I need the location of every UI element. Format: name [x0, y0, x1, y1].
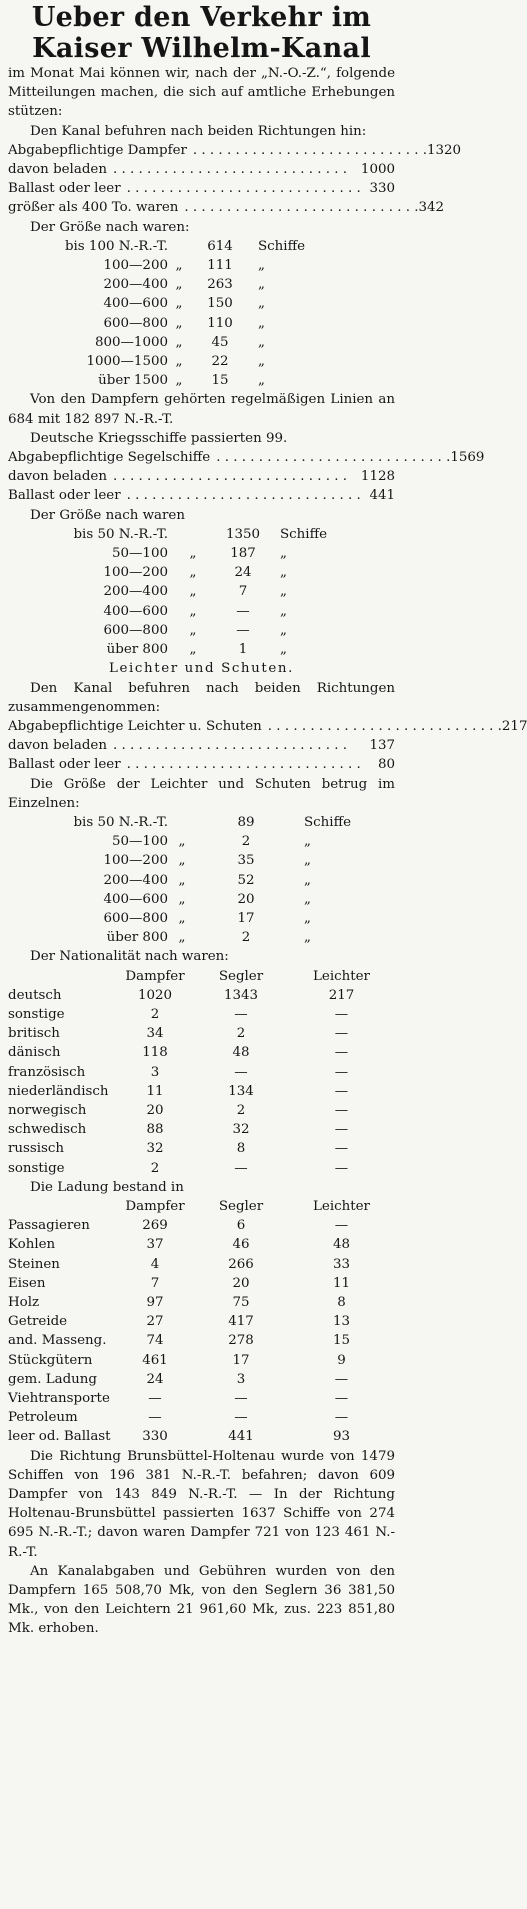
cell-value: —	[334, 1045, 349, 1061]
cell-value: 6	[236, 1218, 246, 1234]
size-range: 200—400	[103, 584, 168, 600]
unit-label: Schiffe	[258, 238, 306, 254]
sail-size-intro: Der Größe nach waren	[30, 507, 185, 523]
table-row	[8, 1139, 395, 1158]
ship-count: 1350	[225, 526, 261, 542]
cell-value: 75	[232, 1295, 250, 1310]
row-label: Petroleum	[8, 1410, 78, 1426]
cell-value: —	[334, 1160, 349, 1176]
table-row	[8, 1043, 395, 1062]
unit-label: Schiffe	[304, 814, 352, 830]
size-range: bis 50 N.-R.-T.	[73, 526, 168, 542]
summary-row	[8, 160, 395, 179]
unit-label: „	[304, 910, 311, 926]
row-label: Holz	[8, 1295, 40, 1310]
sail-summary	[8, 448, 485, 506]
size-row	[8, 871, 395, 890]
cell-value: —	[334, 1141, 349, 1157]
cell-value: —	[334, 1218, 349, 1234]
ditto-mark: „	[189, 622, 197, 638]
cell-value: —	[234, 1006, 248, 1022]
unit-label: „	[304, 834, 311, 850]
leader-dots: . . . . . . . . . . . . . . . . . . . . . . . . . . . .	[126, 757, 361, 773]
row-value: 441	[369, 488, 395, 504]
cell-value: —	[234, 1160, 248, 1176]
cell-value: —	[234, 1410, 248, 1426]
cell-value: 8	[337, 1295, 346, 1310]
size-range: 800—1000	[94, 334, 168, 350]
ship-count: 24	[234, 565, 252, 581]
unit-label: „	[258, 277, 265, 293]
cell-value: 118	[142, 1045, 168, 1061]
row-label: leer od. Ballast	[8, 1429, 111, 1445]
unit-label: „	[304, 872, 311, 888]
column-header: Dampfer	[125, 1198, 185, 1214]
ditto-mark: „	[178, 872, 186, 888]
ditto-mark: „	[178, 853, 186, 869]
cell-value: 9	[337, 1352, 346, 1368]
row-label: davon beladen	[8, 738, 107, 754]
ditto-mark	[168, 237, 190, 256]
cell-value: —	[334, 1083, 349, 1099]
row-label: Viehtransporte	[8, 1391, 110, 1407]
cell-value: —	[334, 1102, 349, 1118]
size-range: 600—800	[103, 622, 168, 638]
cell-value: 2	[236, 1026, 246, 1042]
table-row	[8, 1082, 395, 1101]
ditto-mark: „	[189, 642, 197, 658]
table-row	[8, 1216, 395, 1235]
size-row	[8, 582, 395, 601]
leader-dots: . . . . . . . . . . . . . . . . . . . . . . . . . . . .	[126, 181, 361, 197]
summary-row	[8, 448, 485, 467]
row-label: davon beladen	[8, 162, 107, 178]
row-label: Abgabepflichtige Leichter u. Schuten	[8, 718, 262, 734]
cell-value: 441	[228, 1429, 254, 1445]
ditto-mark: „	[178, 910, 186, 926]
ship-count: 187	[230, 546, 256, 562]
row-label: Eisen	[8, 1275, 46, 1291]
row-label: Abgabepflichtige Dampfer	[8, 142, 187, 158]
size-range: über 800	[106, 642, 168, 658]
size-row	[8, 563, 395, 582]
cell-value: —	[334, 1371, 349, 1387]
size-row	[8, 909, 395, 928]
row-label: französisch	[8, 1064, 86, 1080]
unit-label: Schiffe	[280, 526, 328, 542]
table-row	[8, 1120, 395, 1139]
row-label: schwedisch	[8, 1122, 87, 1138]
unit-label: „	[258, 315, 265, 331]
unit-label: „	[280, 546, 287, 562]
size-row	[8, 333, 395, 352]
size-range: 100—200	[103, 565, 168, 581]
row-label: Kohlen	[8, 1237, 56, 1253]
table-row	[8, 1024, 395, 1043]
cell-value: 46	[232, 1237, 250, 1253]
lighter-size-list	[8, 813, 395, 947]
ditto-mark	[168, 525, 218, 544]
headline-line-1: Ueber den Verkehr im	[31, 2, 372, 33]
steam-size-intro: Der Größe nach waren:	[30, 219, 190, 235]
size-row	[8, 640, 395, 659]
cell-value: 13	[332, 1314, 351, 1330]
table-row	[8, 1427, 395, 1446]
cell-value: 11	[146, 1083, 164, 1099]
steam-intro: Den Kanal befuhren nach beiden Richtungen hin:	[30, 123, 367, 139]
fees-paragraph: An Kanalabgaben und Gebühren wurden von den Dampfern 165 508,70 Mk, von den Seglern 36 381,50 Mk., von den Leichtern 21 961,60 Mk, zus. 223 851,80 Mk. erhoben.	[8, 1563, 395, 1637]
cell-value: 3	[236, 1371, 246, 1387]
row-label: Passagieren	[8, 1218, 90, 1234]
size-range: 1000—1500	[86, 354, 168, 370]
unit-label: „	[280, 622, 287, 638]
cell-value: 27	[146, 1314, 164, 1330]
cell-value: —	[234, 1064, 248, 1080]
row-value: 217	[501, 718, 527, 734]
cell-value: 1020	[137, 987, 173, 1003]
leader-dots: . . . . . . . . . . . . . . . . . . . . . . . . . . . .	[267, 718, 502, 734]
table-row	[8, 1312, 395, 1331]
column-header: Segler	[218, 1198, 264, 1214]
size-range: 100—200	[103, 258, 168, 274]
column-header: Leichter	[313, 1198, 370, 1214]
cell-value: 1343	[223, 987, 259, 1003]
cell-value: 20	[146, 1102, 164, 1118]
sail-size-list	[8, 525, 395, 659]
table-row	[8, 1408, 395, 1427]
cell-value: 417	[228, 1314, 254, 1330]
row-label: niederländisch	[8, 1083, 109, 1099]
row-value: 137	[369, 738, 395, 754]
ditto-mark: „	[178, 930, 186, 946]
cell-value: 2	[236, 1102, 246, 1118]
leader-dots: . . . . . . . . . . . . . . . . . . . . . . . . . . . .	[184, 200, 419, 216]
ship-count: 150	[207, 296, 233, 312]
ditto-mark: „	[175, 373, 183, 389]
size-row	[8, 544, 395, 563]
size-range: 50—100	[112, 834, 168, 850]
size-range: 400—600	[103, 603, 168, 619]
size-row	[8, 525, 395, 544]
unit-label: „	[258, 334, 265, 350]
cell-value: 7	[150, 1275, 160, 1291]
ditto-mark: „	[189, 565, 197, 581]
ditto-mark: „	[189, 546, 197, 562]
ditto-mark: „	[175, 334, 183, 350]
cell-value: 461	[142, 1352, 168, 1368]
cell-value: 266	[228, 1256, 254, 1272]
cell-value: —	[148, 1410, 162, 1426]
size-range: über 1500	[98, 373, 168, 389]
ship-count: 15	[211, 373, 229, 389]
row-label: davon beladen	[8, 469, 107, 485]
summary-row	[8, 467, 395, 486]
headline-line-2: Kaiser Wilhelm-Kanal	[32, 33, 371, 64]
cell-value: 15	[332, 1333, 351, 1349]
row-label: norwegisch	[8, 1102, 87, 1118]
table-row	[8, 1274, 395, 1293]
row-value: 1569	[450, 450, 485, 466]
size-row	[8, 890, 395, 909]
size-row	[8, 237, 395, 256]
header-blank	[8, 1197, 116, 1216]
cell-value: 24	[146, 1371, 164, 1387]
ditto-mark: „	[189, 603, 197, 619]
size-row	[8, 621, 395, 640]
ditto-mark: „	[189, 584, 197, 600]
leader-dots: . . . . . . . . . . . . . . . . . . . . . . . . . . . .	[126, 488, 361, 504]
leader-dots: . . . . . . . . . . . . . . . . . . . . . . . . . . . .	[112, 738, 348, 754]
cell-value: —	[334, 1410, 349, 1426]
nation-intro: Der Nationalität nach waren:	[30, 949, 229, 965]
table-row	[8, 1370, 395, 1389]
ship-count: 263	[207, 277, 233, 293]
table-row	[8, 1293, 395, 1312]
column-header: Leichter	[313, 968, 370, 984]
cell-value: 269	[142, 1218, 168, 1234]
row-label: britisch	[8, 1026, 60, 1042]
size-range: 50—100	[112, 546, 168, 562]
leader-dots: . . . . . . . . . . . . . . . . . . . . . . . . . . . .	[192, 142, 427, 158]
size-range: 400—600	[103, 296, 168, 312]
size-range: 600—800	[103, 910, 168, 926]
size-range: 600—800	[103, 315, 168, 331]
unit-label: „	[304, 853, 311, 869]
table-header-row	[8, 1197, 395, 1216]
row-label: russisch	[8, 1141, 65, 1157]
size-range: über 800	[106, 930, 168, 946]
row-label: Ballast oder leer	[8, 757, 121, 773]
ship-count: 22	[211, 354, 229, 370]
cell-value: —	[334, 1006, 349, 1022]
leader-dots: . . . . . . . . . . . . . . . . . . . . . . . . . . . .	[216, 450, 451, 466]
cell-value: 217	[328, 987, 355, 1003]
row-value: 1000	[360, 162, 395, 178]
unit-label: „	[280, 565, 287, 581]
unit-label: „	[258, 296, 265, 312]
summary-row	[8, 141, 462, 160]
row-label: Steinen	[8, 1256, 60, 1272]
cell-value: —	[234, 1391, 248, 1407]
ship-count: 89	[237, 814, 255, 830]
cargo-intro: Die Ladung bestand in	[30, 1179, 184, 1195]
summary-row	[8, 717, 527, 736]
size-row	[8, 314, 395, 333]
row-value: 1320	[427, 142, 462, 158]
ditto-mark: „	[175, 296, 183, 312]
summary-row	[8, 755, 395, 774]
ditto-mark: „	[175, 354, 183, 370]
cell-value: 278	[228, 1333, 254, 1349]
row-value: 330	[369, 181, 395, 197]
size-range: bis 50 N.-R.-T.	[73, 814, 168, 830]
cell-value: —	[334, 1026, 349, 1042]
size-row	[8, 371, 395, 390]
size-range: bis 100 N.-R.-T.	[64, 238, 168, 254]
leader-dots: . . . . . . . . . . . . . . . . . . . . . . . . . . . .	[112, 469, 348, 485]
ditto-mark: „	[175, 277, 183, 293]
size-range: 100—200	[103, 853, 168, 869]
size-row	[8, 352, 395, 371]
row-value: 1128	[360, 469, 395, 485]
row-label: Ballast oder leer	[8, 488, 121, 504]
ship-count: 614	[207, 238, 233, 254]
table-row	[8, 1063, 395, 1082]
cell-value: 32	[232, 1122, 250, 1138]
ditto-mark: „	[175, 258, 183, 274]
unit-label: „	[280, 642, 287, 658]
table-row	[8, 986, 395, 1005]
ship-count: 2	[241, 930, 251, 946]
cargo-table	[8, 1197, 395, 1447]
summary-row	[8, 486, 395, 505]
row-label: Ballast oder leer	[8, 181, 121, 197]
lighter-size-intro: Die Größe der Leichter und Schuten betrug im Einzelnen:	[8, 776, 395, 811]
row-label: deutsch	[8, 987, 62, 1003]
cell-value: 2	[150, 1006, 160, 1022]
row-value: 80	[377, 757, 395, 773]
row-value: 342	[418, 200, 445, 216]
unit-label: „	[304, 930, 311, 946]
cell-value: 20	[232, 1275, 250, 1291]
cell-value: 11	[332, 1275, 351, 1291]
ship-count: 7	[238, 584, 248, 600]
ship-count: 20	[237, 891, 255, 907]
size-range: 200—400	[103, 277, 168, 293]
unit-label: „	[258, 373, 265, 389]
size-row	[8, 851, 395, 870]
steam-summary	[8, 141, 462, 218]
cell-value: 97	[146, 1295, 164, 1310]
row-label: Stückgütern	[8, 1352, 93, 1368]
row-label: Abgabepflichtige Segelschiffe	[8, 450, 211, 466]
ship-count: 111	[207, 258, 233, 274]
row-label: Getreide	[8, 1314, 68, 1330]
cell-value: 93	[332, 1429, 351, 1445]
row-label: sonstige	[8, 1006, 65, 1022]
cell-value: —	[334, 1391, 349, 1407]
cell-value: 48	[332, 1237, 351, 1253]
cell-value: 330	[142, 1429, 168, 1445]
cell-value: 74	[146, 1333, 164, 1349]
table-row	[8, 1255, 395, 1274]
ship-count: 17	[237, 910, 255, 926]
cell-value: 32	[146, 1141, 164, 1157]
cell-value: —	[334, 1064, 349, 1080]
cell-value: 8	[236, 1141, 246, 1157]
size-row	[8, 813, 395, 832]
unit-label: „	[280, 584, 287, 600]
leader-dots: . . . . . . . . . . . . . . . . . . . . . . . . . . . .	[112, 162, 348, 178]
cell-value: 17	[232, 1352, 250, 1368]
direction-paragraph: Die Richtung Brunsbüttel-Holtenau wurde von 1479 Schiffen von 196 381 N.-R.-T. befahren; davon 609 Dampfer von 143 849 N.-R.-T. — In der Richtung Holtenau-Brunsbüttel passierten 1637 Schiffe von 274 695 N.-R.-T.; davon waren Dampfer 721 von 123 461 N.-R.-T.	[8, 1448, 395, 1560]
row-label: sonstige	[8, 1160, 65, 1176]
headline	[8, 2, 395, 64]
cell-value: 134	[228, 1083, 254, 1099]
lighter-intro: Den Kanal befuhren nach beiden Richtungen zusammengenommen:	[8, 680, 395, 715]
table-row	[8, 1005, 395, 1024]
size-range: 400—600	[103, 891, 168, 907]
intro-paragraph: im Monat Mai können wir, nach der „N.-O.-Z.“, folgende Mitteilungen machen, die sich auf amtliche Erhebungen stützen:	[8, 66, 395, 120]
cell-value: 88	[146, 1122, 164, 1138]
cell-value: 34	[146, 1026, 164, 1042]
size-row	[8, 275, 395, 294]
ship-count: 45	[211, 334, 229, 350]
cell-value: 4	[150, 1256, 160, 1272]
unit-label: „	[304, 891, 311, 907]
nation-table	[8, 967, 395, 1178]
row-label: gem. Ladung	[8, 1371, 97, 1387]
ship-count: 2	[241, 834, 251, 850]
unit-label: „	[258, 258, 265, 274]
cell-value: 48	[232, 1045, 250, 1061]
row-label: and. Masseng.	[8, 1333, 107, 1349]
ditto-mark: „	[175, 315, 183, 331]
table-row	[8, 1159, 395, 1178]
size-range: 200—400	[103, 872, 168, 888]
lighter-summary	[8, 717, 527, 775]
summary-row	[8, 736, 395, 755]
warships-note: Deutsche Kriegsschiffe passierten 99.	[30, 430, 288, 446]
table-row	[8, 1389, 395, 1408]
unit-label: „	[258, 354, 265, 370]
liner-note: Von den Dampfern gehörten regelmäßigen Linien an 684 mit 182 897 N.-R.-T.	[8, 392, 395, 427]
size-row	[8, 602, 395, 621]
table-row	[8, 1235, 395, 1254]
size-row	[8, 928, 395, 947]
lighter-heading: Leichter und Schuten.	[109, 661, 294, 677]
column-header: Dampfer	[125, 968, 185, 984]
ship-count: 1	[238, 642, 248, 658]
cell-value: —	[334, 1122, 349, 1138]
row-label: größer als 400 To. waren	[8, 200, 179, 216]
ship-count: —	[236, 603, 250, 619]
column-header: Segler	[218, 968, 264, 984]
table-header-row	[8, 967, 395, 986]
ditto-mark: „	[178, 834, 186, 850]
steam-size-list	[8, 237, 395, 391]
size-row	[8, 294, 395, 313]
size-row	[8, 832, 395, 851]
table-row	[8, 1331, 395, 1350]
table-row	[8, 1101, 395, 1120]
cell-value: —	[148, 1391, 162, 1407]
summary-row	[8, 198, 445, 217]
unit-label: „	[280, 603, 287, 619]
ship-count: 52	[237, 872, 255, 888]
table-row	[8, 1351, 395, 1370]
header-blank	[8, 967, 116, 986]
ditto-mark: „	[178, 891, 186, 907]
cell-value: 37	[146, 1237, 164, 1253]
cell-value: 3	[150, 1064, 160, 1080]
row-label: dänisch	[8, 1045, 61, 1061]
ditto-mark	[168, 813, 196, 832]
ship-count: 35	[237, 853, 255, 869]
summary-row	[8, 179, 395, 198]
size-row	[8, 256, 395, 275]
ship-count: 110	[207, 315, 233, 331]
cell-value: 2	[150, 1160, 160, 1176]
cell-value: 33	[332, 1256, 351, 1272]
ship-count: —	[236, 622, 250, 638]
